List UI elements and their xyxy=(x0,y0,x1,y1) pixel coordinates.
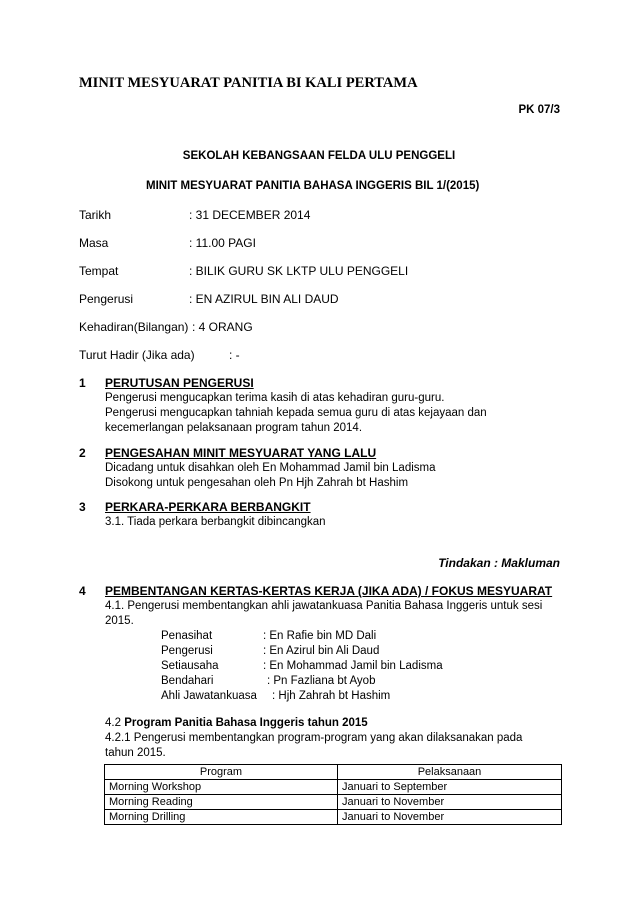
section-line: 3.1. Tiada perkara berbangkit dibincangkan xyxy=(105,516,326,528)
detail-label: Pengerusi xyxy=(79,292,134,306)
subsection-line: 4.2.1 Pengerusi membentangkan program-program yang akan dilaksanakan pada xyxy=(105,732,523,744)
action-note: Tindakan : Makluman xyxy=(438,556,560,570)
section-heading: PENGESAHAN MINIT MESYUARAT YANG LALU xyxy=(105,446,377,460)
section-number: 1 xyxy=(79,376,86,390)
document-title: MINIT MESYUARAT PANITIA BI KALI PERTAMA xyxy=(79,75,418,91)
table-cell: Januari to November xyxy=(338,795,562,810)
section-heading: PERKARA-PERKARA BERBANGKIT xyxy=(105,500,311,514)
table-cell: Januari to November xyxy=(338,810,562,825)
detail-value: : - xyxy=(229,348,240,362)
detail-label: Kehadiran(Bilangan) xyxy=(79,320,189,334)
committee-role: Setiausaha xyxy=(161,660,219,672)
table-row xyxy=(105,810,562,825)
committee-role: Bendahari xyxy=(161,675,214,687)
table-row xyxy=(105,780,562,795)
detail-value: : EN AZIRUL BIN ALI DAUD xyxy=(189,292,339,306)
table-row xyxy=(105,795,562,810)
table-cell: Morning Drilling xyxy=(105,810,338,825)
subsection-4-2-title xyxy=(105,717,368,729)
table-header: Program xyxy=(105,765,338,780)
committee-name: : En Azirul bin Ali Daud xyxy=(263,645,380,657)
section-line: 4.1. Pengerusi membentangkan ahli jawatankuasa Panitia Bahasa Inggeris untuk sesi xyxy=(105,600,543,612)
section-line: Disokong untuk pengesahan oleh Pn Hjh Zahrah bt Hashim xyxy=(105,477,409,489)
table-header-row xyxy=(105,765,562,780)
committee-role: Penasihat xyxy=(161,630,213,642)
detail-label: Masa xyxy=(79,236,109,250)
table-cell: Morning Workshop xyxy=(105,780,338,795)
committee-role: Pengerusi xyxy=(161,645,213,657)
committee-name: : Hjh Zahrah bt Hashim xyxy=(272,690,391,702)
section-line: Pengerusi mengucapkan tahniah kepada semua guru di atas kejayaan dan xyxy=(105,407,487,419)
section-number: 4 xyxy=(79,584,86,598)
detail-label: Tempat xyxy=(79,264,119,278)
section-number: 3 xyxy=(79,500,86,514)
committee-name: : Pn Fazliana bt Ayob xyxy=(267,675,376,687)
table-header: Pelaksanaan xyxy=(338,765,562,780)
section-line: kecemerlangan pelaksanaan program tahun 2014. xyxy=(105,422,363,434)
committee-role: Ahli Jawatankuasa xyxy=(161,690,257,702)
section-line: Dicadang untuk disahkan oleh En Mohammad Jamil bin Ladisma xyxy=(105,462,436,474)
table-cell: Januari to September xyxy=(338,780,562,795)
section-line: 2015. xyxy=(105,615,134,627)
detail-label: Turut Hadir (Jika ada) xyxy=(79,348,195,362)
detail-value: : 11.00 PAGI xyxy=(189,236,256,250)
committee-name: : En Rafie bin MD Dali xyxy=(263,630,377,642)
meeting-title: MINIT MESYUARAT PANITIA BAHASA INGGERIS BIL 1/(2015) xyxy=(146,180,480,192)
table-cell: Morning Reading xyxy=(105,795,338,810)
program-table xyxy=(104,764,562,825)
committee-name: : En Mohammad Jamil bin Ladisma xyxy=(263,660,443,672)
subsection-line: tahun 2015. xyxy=(105,747,166,759)
subsection-heading: Program Panitia Bahasa Inggeris tahun 2015 xyxy=(124,717,368,729)
detail-value: : 31 DECEMBER 2014 xyxy=(189,208,311,222)
section-number: 2 xyxy=(79,446,86,460)
school-name: SEKOLAH KEBANGSAAN FELDA ULU PENGGELI xyxy=(182,150,456,162)
section-heading: PEMBENTANGAN KERTAS-KERTAS KERJA (JIKA ADA) / FOKUS MESYUARAT xyxy=(105,584,553,598)
section-line: Pengerusi mengucapkan terima kasih di atas kehadiran guru-guru. xyxy=(105,392,445,404)
reference-code: PK 07/3 xyxy=(518,104,560,116)
detail-value: : 4 ORANG xyxy=(192,320,253,334)
detail-label: Tarikh xyxy=(79,208,112,222)
subsection-prefix: 4.2 xyxy=(105,717,125,729)
section-heading: PERUTUSAN PENGERUSI xyxy=(105,376,254,390)
detail-value: : BILIK GURU SK LKTP ULU PENGGELI xyxy=(189,264,409,278)
